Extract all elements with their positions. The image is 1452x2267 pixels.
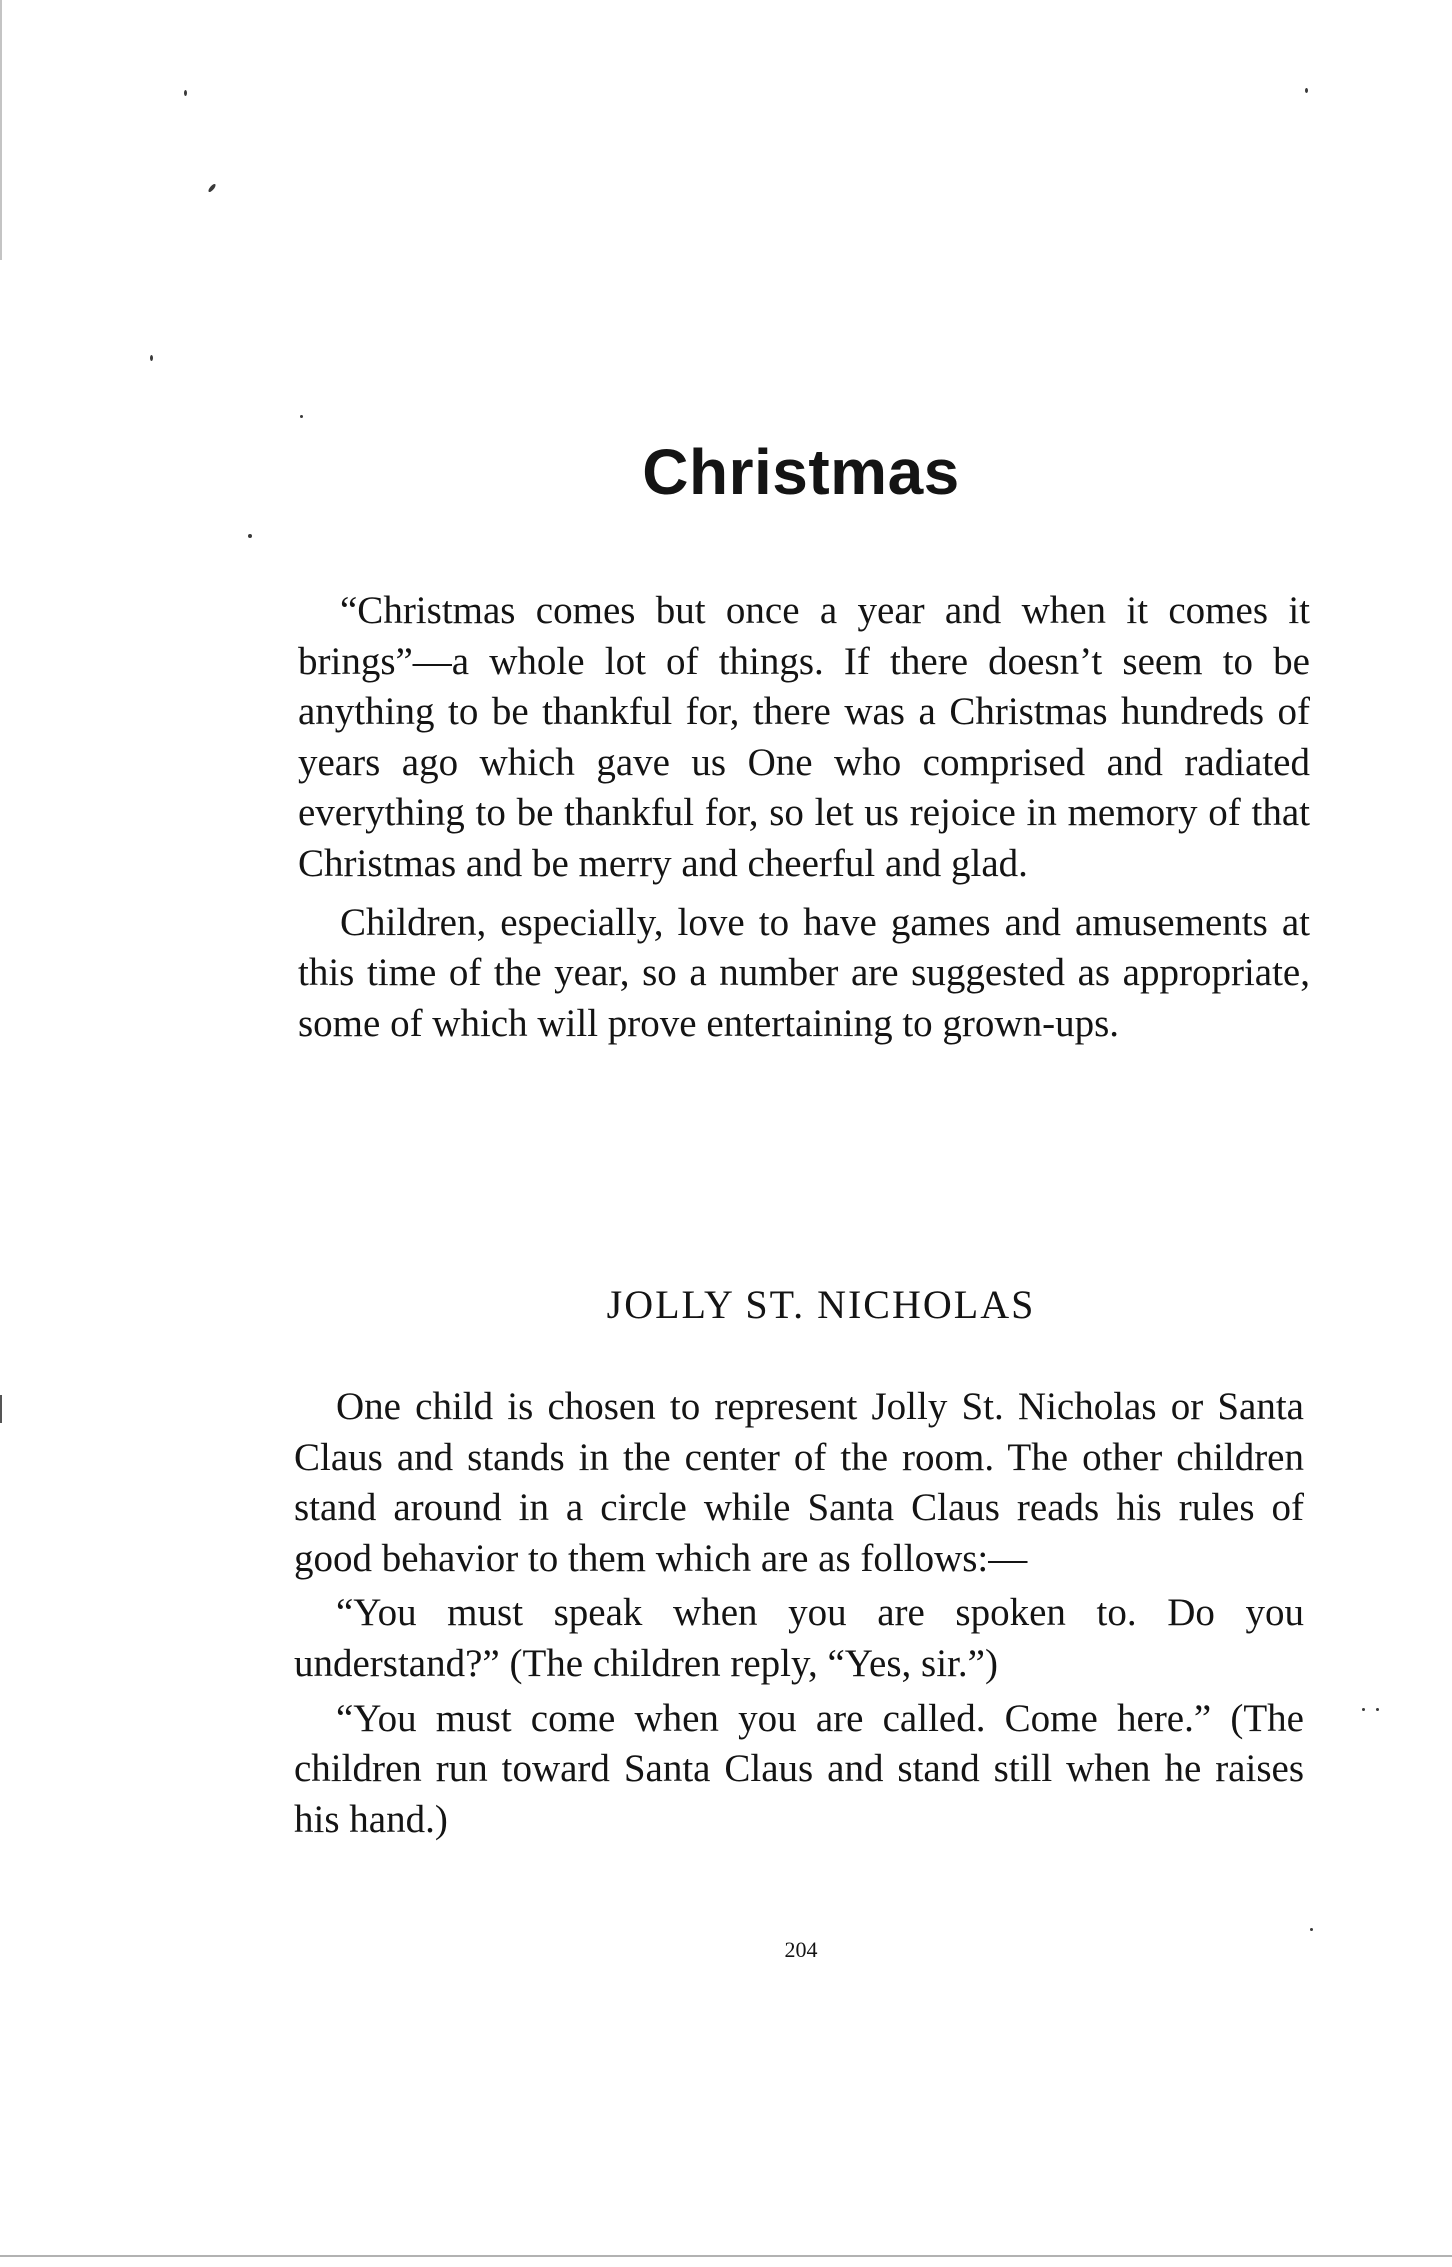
intro-paragraph-2: Children, especially, love to have games and amusements at this time of the year, so a number are suggested as appropriate, some of which will prove entertaining to grown-ups. bbox=[298, 900, 1310, 1045]
scan-speck bbox=[1310, 1928, 1313, 1931]
section-heading: JOLLY ST. NICHOLAS bbox=[606, 1282, 1036, 1327]
intro-text-block bbox=[298, 586, 1310, 1049]
scan-speck bbox=[150, 355, 153, 361]
scan-speck bbox=[207, 183, 216, 193]
section-text-block bbox=[294, 1382, 1304, 1845]
page-number: 204 bbox=[784, 1937, 818, 1962]
section-paragraph-2: “You must speak when you are spoken to. Do you understand?” (The children reply, “Yes, sir.”) bbox=[294, 1591, 1304, 1685]
scan-edge-mark bbox=[0, 2255, 1452, 2257]
scan-edge-mark bbox=[0, 1395, 2, 1423]
scan-speck bbox=[248, 534, 252, 538]
section-paragraph-1: One child is chosen to represent Jolly St. Nicholas or Santa Claus and stands in the center of the room. The other children stand around in a circle while Santa Claus reads his rules of good behavior to them which are as follows:— bbox=[294, 1385, 1304, 1580]
section-paragraph-3: “You must come when you are called. Come here.” (The children run toward Santa Claus and stand still when he raises his hand.) bbox=[294, 1696, 1304, 1841]
scan-speck bbox=[1376, 1708, 1379, 1711]
scan-speck bbox=[1362, 1708, 1365, 1711]
scan-speck bbox=[300, 415, 303, 418]
scan-edge-mark bbox=[0, 0, 2, 260]
scan-speck bbox=[184, 90, 187, 96]
scan-speck bbox=[1305, 88, 1308, 93]
page-title: Christmas bbox=[642, 436, 960, 508]
intro-paragraph-1: “Christmas comes but once a year and when it comes it brings”—a whole lot of things. If there doesn’t seem to be anything to be thankful for, there was a Christmas hundreds of years ago which gave us One who comprised and radiated everything to be thankful for, so let us rejoice in memory of that Christmas and be merry and cheerful and glad. bbox=[298, 589, 1310, 885]
